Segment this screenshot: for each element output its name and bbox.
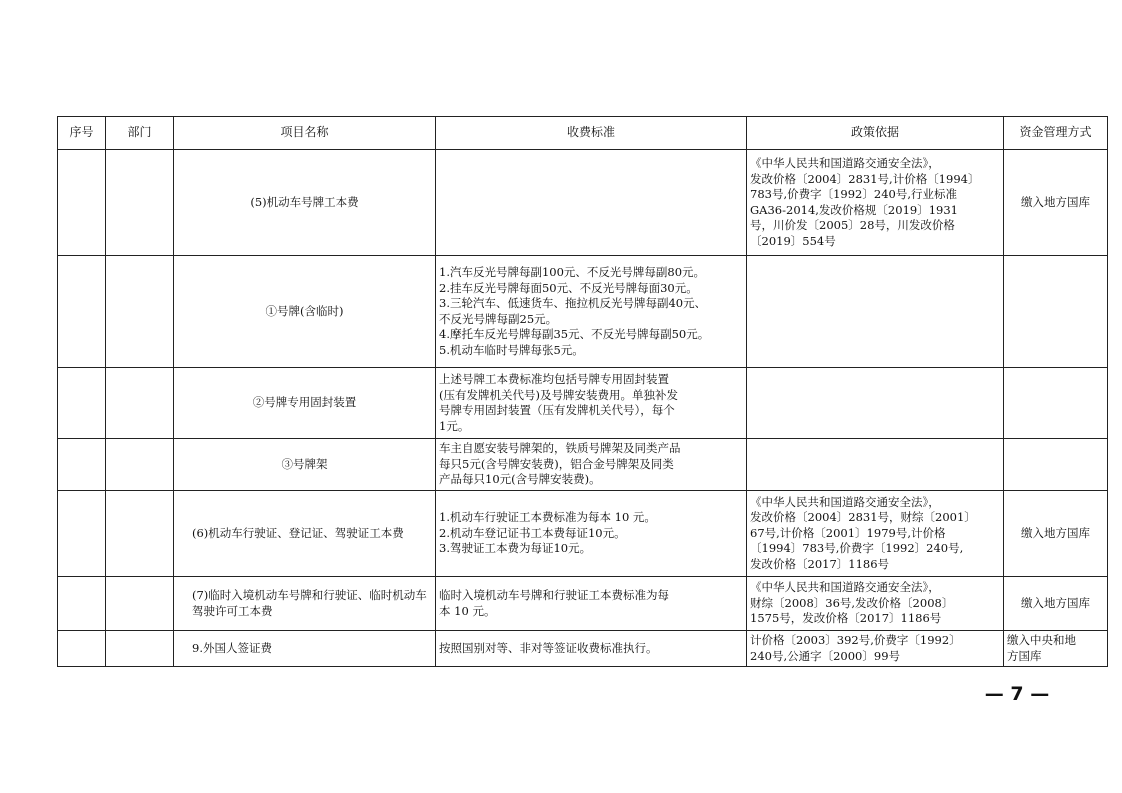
standard-line: 1.汽车反光号牌每副100元、不反光号牌每副80元。 bbox=[439, 265, 706, 279]
cell-mgmt bbox=[1004, 577, 1108, 631]
cell-basis bbox=[747, 368, 1004, 439]
cell-basis bbox=[747, 491, 1004, 577]
cell-mgmt bbox=[1004, 631, 1108, 667]
mgmt-line: 缴入中央和地 bbox=[1007, 633, 1076, 647]
cell-seq bbox=[58, 491, 106, 577]
cell-mgmt bbox=[1004, 439, 1108, 491]
cell-item: ①号牌(含临时) bbox=[174, 256, 436, 368]
standard-line: 2.机动车登记证书工本费每证10元。 bbox=[439, 525, 626, 540]
cell-standard bbox=[436, 256, 747, 368]
cell-item: (5)机动车号牌工本费 bbox=[174, 150, 436, 256]
table-row bbox=[58, 631, 1108, 667]
table-row bbox=[58, 491, 1108, 577]
basis-line: 1575号，发改价格〔2017〕1186号 bbox=[750, 611, 942, 626]
mgmt-line: 方国库 bbox=[1007, 648, 1042, 663]
header-dept: 部门 bbox=[106, 117, 174, 150]
basis-line: 〔2019〕554号 bbox=[750, 233, 836, 248]
standard-line: 每只5元(含号牌安装费)，铝合金号牌架及同类 bbox=[439, 456, 674, 471]
cell-dept bbox=[106, 631, 174, 667]
header-basis: 政策依据 bbox=[747, 117, 1004, 150]
standard-line: 3.三轮汽车、低速货车、拖拉机反光号牌每副40元、 bbox=[439, 296, 707, 310]
fee-table bbox=[57, 116, 1108, 667]
standard-line: 3.驾驶证工本费为每证10元。 bbox=[439, 541, 592, 556]
cell-seq bbox=[58, 439, 106, 491]
basis-line: 发改价格〔2004〕2831号，财综〔2001〕 bbox=[750, 510, 976, 525]
cell-seq bbox=[58, 577, 106, 631]
basis-line: 〔1994〕783号,价费字〔1992〕240号, bbox=[750, 541, 964, 556]
basis-line: 《中华人民共和国道路交通安全法》， bbox=[750, 494, 940, 509]
cell-seq bbox=[58, 256, 106, 368]
cell-basis bbox=[747, 439, 1004, 491]
cell-seq bbox=[58, 368, 106, 439]
table-row bbox=[58, 439, 1108, 491]
standard-line: 临时入境机动车号牌和行驶证工本费标准为每 bbox=[439, 588, 669, 602]
table-header-row bbox=[58, 117, 1108, 150]
standard-line: 本 10 元。 bbox=[439, 603, 496, 618]
standard-line: 1元。 bbox=[439, 418, 470, 433]
basis-line: 《中华人民共和国道路交通安全法》， bbox=[750, 156, 940, 170]
cell-item: 9.外国人签证费 bbox=[174, 631, 436, 667]
basis-line: 240号,公通字〔2000〕99号 bbox=[750, 648, 901, 663]
basis-line: 计价格〔2003〕392号,价费字〔1992〕 bbox=[750, 633, 961, 647]
standard-line: 5.机动车临时号牌每张5元。 bbox=[439, 342, 584, 357]
cell-standard bbox=[436, 631, 747, 667]
basis-line: GA36-2014,发改价格规〔2019〕1931 bbox=[750, 202, 958, 217]
cell-standard bbox=[436, 491, 747, 577]
standard-line: 车主自愿安装号牌架的，铁质号牌架及同类产品 bbox=[439, 441, 681, 456]
mgmt-line: 缴入地方国库 bbox=[1021, 194, 1090, 209]
cell-dept bbox=[106, 577, 174, 631]
table-row bbox=[58, 577, 1108, 631]
cell-standard bbox=[436, 439, 747, 491]
table-row bbox=[58, 256, 1108, 368]
cell-dept bbox=[106, 491, 174, 577]
cell-seq bbox=[58, 150, 106, 256]
mgmt-line: 缴入地方国库 bbox=[1021, 595, 1090, 610]
cell-mgmt bbox=[1004, 368, 1108, 439]
standard-line: 产品每只10元(含号牌安装费)。 bbox=[439, 472, 601, 487]
cell-seq bbox=[58, 631, 106, 667]
cell-dept bbox=[106, 368, 174, 439]
basis-line: 783号,价费字〔1992〕240号,行业标准 bbox=[750, 187, 957, 201]
header-standard: 收费标准 bbox=[436, 117, 747, 150]
standard-line: 1.机动车行驶证工本费标准为每本 10 元。 bbox=[439, 510, 656, 525]
basis-line: 号，川价发〔2005〕28号，川发改价格 bbox=[750, 218, 955, 232]
cell-standard bbox=[436, 150, 747, 256]
table-row bbox=[58, 150, 1108, 256]
standard-line: 按照国别对等、非对等签证收费标准执行。 bbox=[439, 640, 658, 655]
cell-dept bbox=[106, 150, 174, 256]
cell-basis bbox=[747, 150, 1004, 256]
header-mgmt: 资金管理方式 bbox=[1004, 117, 1108, 150]
cell-item: ③号牌架 bbox=[174, 439, 436, 491]
cell-item: (7)临时入境机动车号牌和行驶证、临时机动车驾驶许可工本费 bbox=[174, 577, 436, 631]
table-row bbox=[58, 368, 1108, 439]
cell-mgmt bbox=[1004, 256, 1108, 368]
basis-line: 67号,计价格〔2001〕1979号,计价格 bbox=[750, 525, 946, 540]
standard-line: 上述号牌工本费标准均包括号牌专用固封装置 bbox=[439, 372, 669, 386]
cell-basis bbox=[747, 631, 1004, 667]
standard-line: 2.挂车反光号牌每面50元、不反光号牌每面30元。 bbox=[439, 280, 698, 295]
cell-mgmt bbox=[1004, 491, 1108, 577]
standard-line: (压有发牌机关代号)及号牌安装费用。单独补发 bbox=[439, 387, 678, 402]
cell-basis bbox=[747, 256, 1004, 368]
cell-standard bbox=[436, 577, 747, 631]
cell-dept bbox=[106, 439, 174, 491]
basis-line: 《中华人民共和国道路交通安全法》， bbox=[750, 580, 940, 595]
basis-line: 发改价格〔2004〕2831号,计价格〔1994〕 bbox=[750, 171, 980, 186]
basis-line: 发改价格〔2017〕1186号 bbox=[750, 556, 890, 571]
standard-line: 不反光号牌每副25元。 bbox=[439, 311, 558, 326]
cell-standard bbox=[436, 368, 747, 439]
page-number: — 7 — bbox=[984, 683, 1050, 705]
mgmt-line: 缴入地方国库 bbox=[1021, 525, 1090, 540]
cell-dept bbox=[106, 256, 174, 368]
header-seq: 序号 bbox=[58, 117, 106, 150]
cell-mgmt bbox=[1004, 150, 1108, 256]
standard-line: 号牌专用固封装置（压有发牌机关代号），每个 bbox=[439, 403, 675, 417]
header-item: 项目名称 bbox=[174, 117, 436, 150]
cell-item: ②号牌专用固封装置 bbox=[174, 368, 436, 439]
standard-line: 4.摩托车反光号牌每副35元、不反光号牌每副50元。 bbox=[439, 327, 710, 341]
cell-basis bbox=[747, 577, 1004, 631]
basis-line: 财综〔2008〕36号,发改价格〔2008〕 bbox=[750, 595, 954, 610]
cell-item: (6)机动车行驶证、登记证、驾驶证工本费 bbox=[174, 491, 436, 577]
